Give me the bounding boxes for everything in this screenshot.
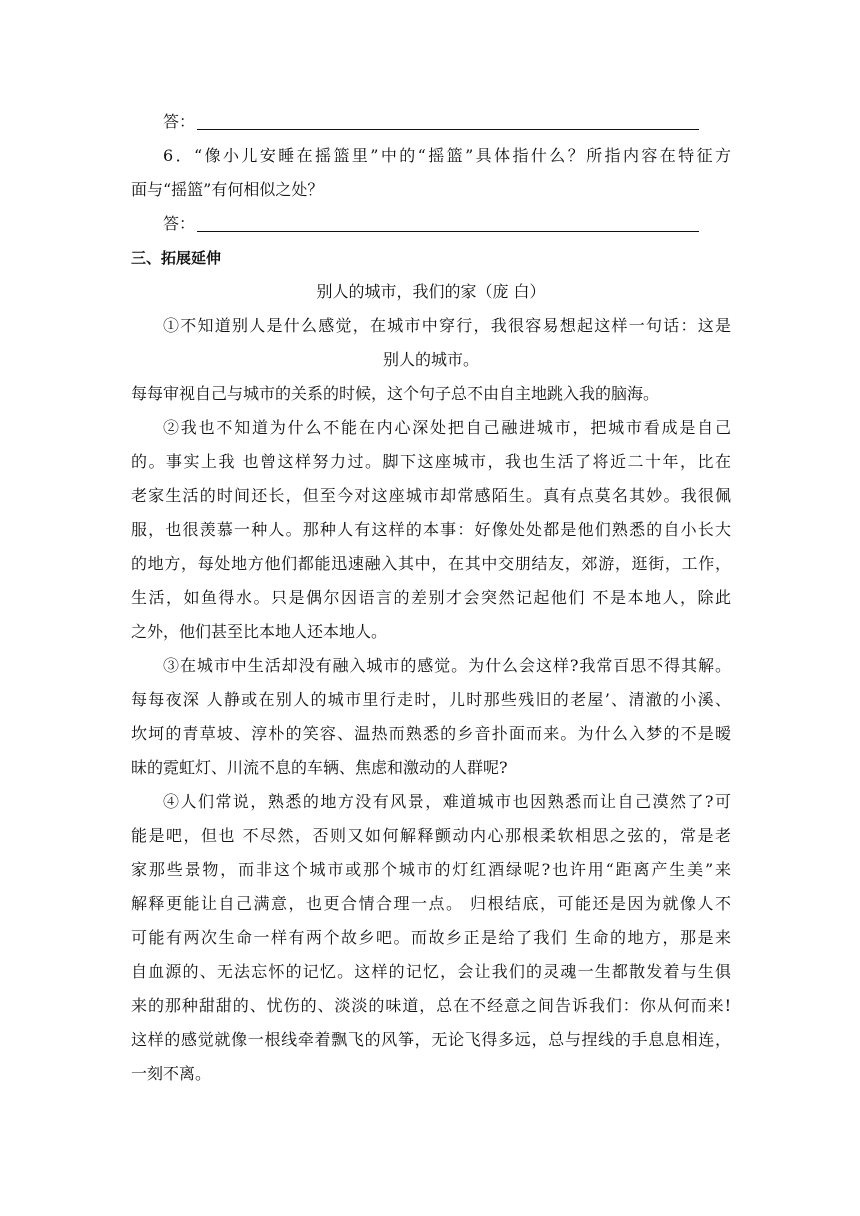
paragraph-2-line: ②我也不知道为什么不能在内心深处把自己融进城市，把城市看成是自己 <box>163 418 731 437</box>
section-3-heading: 三、拓展延伸 <box>131 249 222 267</box>
answer-blank[interactable] <box>197 111 699 130</box>
paragraph-4-line: 家那些景物，而非这个城市或那个城市的灯红酒绿呢?也许用“距离产生美”来 <box>131 860 731 879</box>
paragraph-2-line: 生活，如鱼得水。只是偶尔因语言的差别才会突然记起他们 不是本地人，除此 <box>131 588 731 607</box>
question-6-line-2: 面与“摇篮”有何相似之处？ <box>131 180 324 199</box>
paragraph-2-line: 服，也很羡慕一种人。那种人有这样的本事：好像处处都是他们熟悉的自小长大 <box>131 520 731 539</box>
paragraph-1-line: 每每审视自己与城市的关系的时候，这个句子总不由自主地跳入我的脑海。 <box>131 384 660 403</box>
paragraph-4-line: 能是吧，但也 不尽然，否则又如何解释颤动内心那根柔软相思之弦的，常是老 <box>131 826 731 845</box>
paragraph-4-line: ④人们常说，熟悉的地方没有风景，难道城市也因熟悉而让自己漠然了?可 <box>163 792 731 811</box>
paragraph-2-line: 的。事实上我 也曾这样努力过。脚下这座城市，我也生活了将近二十年，比在 <box>131 452 731 471</box>
answer-line-q6 <box>131 207 731 241</box>
paragraph-4-line: 可能有两次生命一样有两个故乡吧。而故乡正是给了我们 生命的地方，那是来 <box>131 928 731 947</box>
answer-label: 答： <box>163 214 196 233</box>
document-content <box>131 105 731 1091</box>
paragraph-1-line: 别人的城市。 <box>382 350 479 369</box>
paragraph-4-line: 自血源的、无法忘怀的记忆。这样的记忆，会让我们的灵魂一生都散发着与生俱 <box>131 962 731 981</box>
article-title: 别人的城市，我们的家（庞 白） <box>316 282 546 301</box>
paragraph-3-line: 每每夜深 人静或在别人的城市里行走时，儿时那些残旧的老屋’、清澈的小溪、 <box>131 690 731 709</box>
paragraph-2-line: 的地方，每处地方他们都能迅速融入其中，在其中交朋结友，郊游，逛街，工作， <box>131 554 731 573</box>
paragraph-3-line: ③在城市中生活却没有融入城市的感觉。为什么会这样?我常百思不得其解。 <box>163 656 731 675</box>
paragraph-4-line: 一刻不离。 <box>131 1064 212 1083</box>
answer-line-q5 <box>131 105 731 139</box>
answer-label: 答： <box>163 112 196 131</box>
paragraph-3-line: 昧的霓虹灯、川流不息的车辆、焦虑和激动的人群呢? <box>131 758 508 777</box>
paragraph-2-line: 老家生活的时间还长，但至今对这座城市却常感陌生。真有点莫名其妙。我很佩 <box>131 486 731 505</box>
paragraph-2-line: 之外，他们甚至比本地人还本地人。 <box>131 622 388 641</box>
paragraph-1-line: ①不知道别人是什么感觉，在城市中穿行，我很容易想起这样一句话：这是 <box>163 316 731 335</box>
paragraph-4-line: 这样的感觉就像一根线牵着飘飞的风筝，无论飞得多远，总与捏线的手息息相连， <box>131 1030 731 1049</box>
question-6-line-1: 6．“像小儿安睡在摇篮里”中的“摇篮”具体指什么？所指内容在特征方 <box>163 146 731 165</box>
paragraph-4-line: 解释更能让自己满意，也更合情合理一点。 归根结底，可能还是因为就像人不 <box>131 894 731 913</box>
paragraph-3-line: 坎坷的青草坡、淳朴的笑容、温热而熟悉的乡音扑面而来。为什么入梦的不是暧 <box>131 724 731 743</box>
paragraph-4-line: 来的那种甜甜的、忧伤的、淡淡的味道，总在不经意之间告诉我们：你从何而来! <box>131 996 731 1015</box>
answer-blank[interactable] <box>197 213 699 232</box>
